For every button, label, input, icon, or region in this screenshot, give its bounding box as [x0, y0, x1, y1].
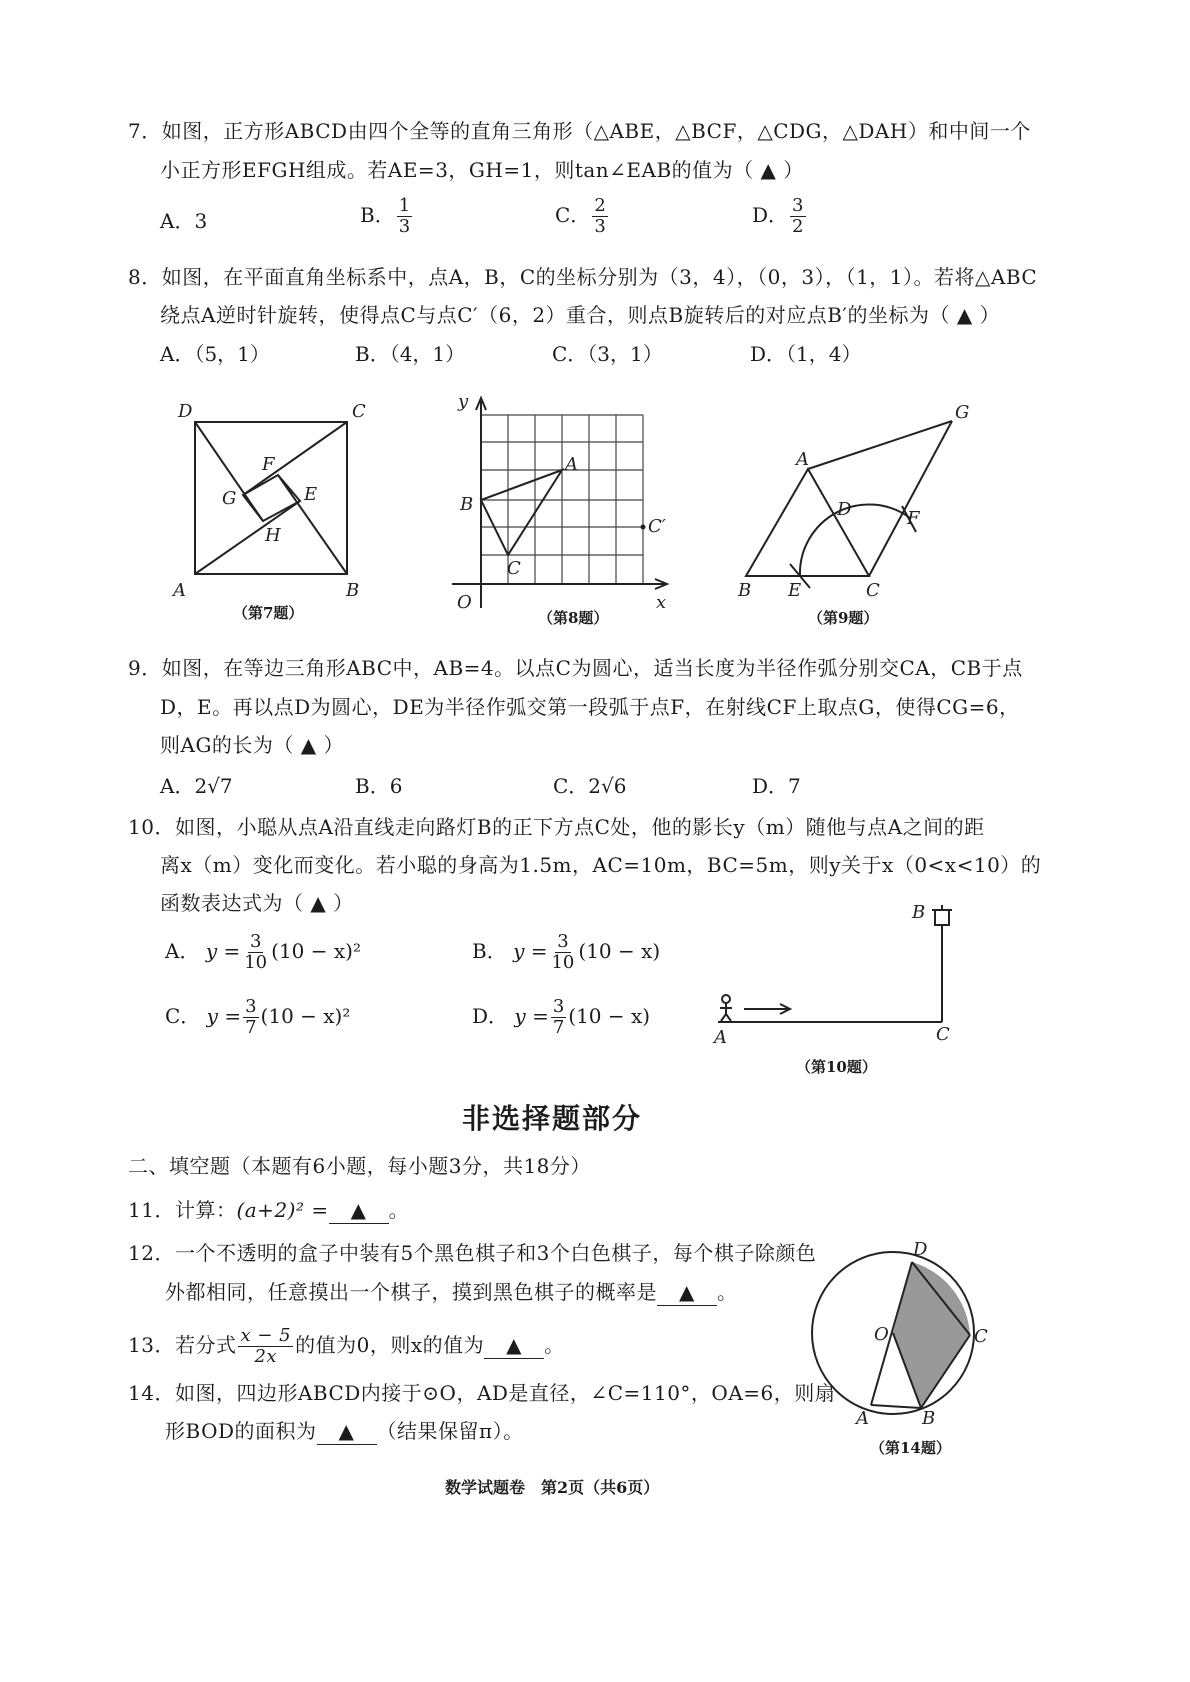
q9-label-C: C: [866, 580, 880, 601]
q9-label-G: G: [955, 402, 970, 423]
q9-line1: 9．如图，在等边三角形ABC中，AB=4。以点C为圆心，适当长度为半径作弧分别交CA，CB于点: [128, 656, 1023, 680]
q12-line2: 外都相同，任意摸出一个棋子，摸到黑色棋子的概率是 ▲ 。: [165, 1280, 738, 1304]
page-footer: 数学试题卷 第2页（共6页）: [445, 1478, 660, 1497]
q7-option-b: B． $\frac{1}{3}$: [360, 195, 411, 237]
q13: 13．若分式 $\frac{x - 5}{2x}$ 的值为0，则x的值为 ▲ 。: [128, 1325, 565, 1367]
q9-option-a: A．2√7: [160, 774, 233, 798]
q12-line1: 12．一个不透明的盒子中装有5个黑色棋子和3个白色棋子，每个棋子除颜色: [128, 1241, 817, 1265]
q8-caption: （第8题）: [538, 609, 609, 627]
q9-option-c: C．2√6: [553, 774, 627, 798]
q7-option-d: D． $\frac{3}{2}$: [752, 195, 804, 237]
q10-line3: 函数表达式为（ ▲ ）: [160, 891, 354, 915]
q7-caption: （第7题）: [233, 604, 304, 622]
q11: 11．计算：(a+2)² = ▲ 。: [128, 1198, 410, 1222]
q8-option-a: A．（5，1）: [160, 342, 270, 366]
q10-option-b: B． y = $\frac{3}{10}$ (10 − x): [472, 931, 661, 973]
q9-label-D: D: [837, 499, 852, 520]
q8-label-x: x: [656, 592, 667, 613]
q8-label-O: O: [457, 592, 472, 613]
q7-label-H: H: [265, 525, 281, 546]
part2-header: 二、填空题（本题有6小题，每小题3分，共18分）: [128, 1154, 591, 1178]
q14-caption: （第14题）: [870, 1439, 951, 1457]
q10-label-C: C: [936, 1024, 950, 1045]
section-title: 非选择题部分: [462, 1102, 643, 1135]
q9-line2: D，E。再以点D为圆心，DE为半径作弧交第一段弧于点F，在射线CF上取点G，使得CG=6，: [160, 695, 1020, 719]
q8-line1: 8．如图，在平面直角坐标系中，点A，B，C的坐标分别为（3，4），（0，3），（1，1）。若将△ABC: [128, 265, 1038, 289]
q14-label-O: O: [874, 1324, 889, 1345]
q14-label-C: C: [974, 1326, 988, 1347]
q10-option-c: C． y = $\frac{3}{7}$ (10 − x)²: [165, 996, 351, 1038]
q9-caption: （第9题）: [808, 609, 879, 627]
q8-label-C: C: [507, 558, 521, 579]
q8-label-C-prime: C′: [648, 516, 666, 537]
q9-option-d: D．7: [752, 774, 801, 798]
q7-line2: 小正方形EFGH组成。若AE=3，GH=1，则tan∠EAB的值为（ ▲ ）: [160, 158, 804, 182]
q14-label-D: D: [913, 1239, 928, 1260]
q10-label-A: A: [714, 1027, 727, 1048]
q14-line1: 14．如图，四边形ABCD内接于⊙O，AD是直径，∠C=110°，OA=6，则扇: [128, 1381, 836, 1405]
q8-label-A: A: [565, 454, 578, 475]
q7-label-B: B: [346, 580, 360, 601]
q7-label-C: C: [352, 401, 366, 422]
q10-option-d: D． y = $\frac{3}{7}$ (10 − x): [472, 996, 651, 1038]
q8-option-c: C．（3，1）: [552, 342, 663, 366]
q10-caption: （第10题）: [796, 1058, 877, 1076]
q10-label-B: B: [912, 902, 926, 923]
q10-option-a: A． y = $\frac{3}{10}$ (10 − x)²: [165, 931, 361, 973]
q9-label-A: A: [796, 449, 809, 470]
q14-label-B: B: [922, 1408, 936, 1429]
q9-label-F: F: [907, 508, 920, 529]
q7-label-A: A: [173, 580, 186, 601]
q8-option-b: B．（4，1）: [355, 342, 466, 366]
q7-label-G: G: [222, 488, 237, 509]
q9-line3: 则AG的长为（ ▲ ）: [160, 733, 345, 757]
q7-label-F: F: [262, 454, 275, 475]
q8-option-d: D．（1，4）: [750, 342, 862, 366]
q7-option-a: A．3: [160, 209, 208, 233]
q7-line1: 7．如图，正方形ABCD由四个全等的直角三角形（△ABE，△BCF，△CDG，△DAH）和中间一个: [128, 119, 1031, 143]
q10-line1: 10．如图，小聪从点A沿直线走向路灯B的正下方点C处，他的影长y（m）随他与点A之间的距: [128, 815, 985, 839]
q7-label-D: D: [178, 401, 193, 422]
q7-label-E: E: [304, 484, 318, 505]
q8-label-B: B: [460, 494, 474, 515]
q14-line2: 形BOD的面积为 ▲ （结果保留π）。: [165, 1419, 524, 1443]
q10-line2: 离x（m）变化而变化。若小聪的身高为1.5m，AC=10m，BC=5m，则y关于x（0<x<10）的: [160, 853, 1042, 877]
q14-label-A: A: [856, 1408, 869, 1429]
q8-label-y: y: [458, 391, 469, 412]
q8-line2: 绕点A逆时针旋转，使得点C与点C′（6，2）重合，则点B旋转后的对应点B′的坐标为（ ▲ ）: [160, 303, 1001, 327]
q9-label-E: E: [788, 580, 802, 601]
q9-option-b: B．6: [355, 774, 403, 798]
q9-label-B: B: [738, 580, 752, 601]
q7-option-c: C． $\frac{2}{3}$: [555, 195, 606, 237]
